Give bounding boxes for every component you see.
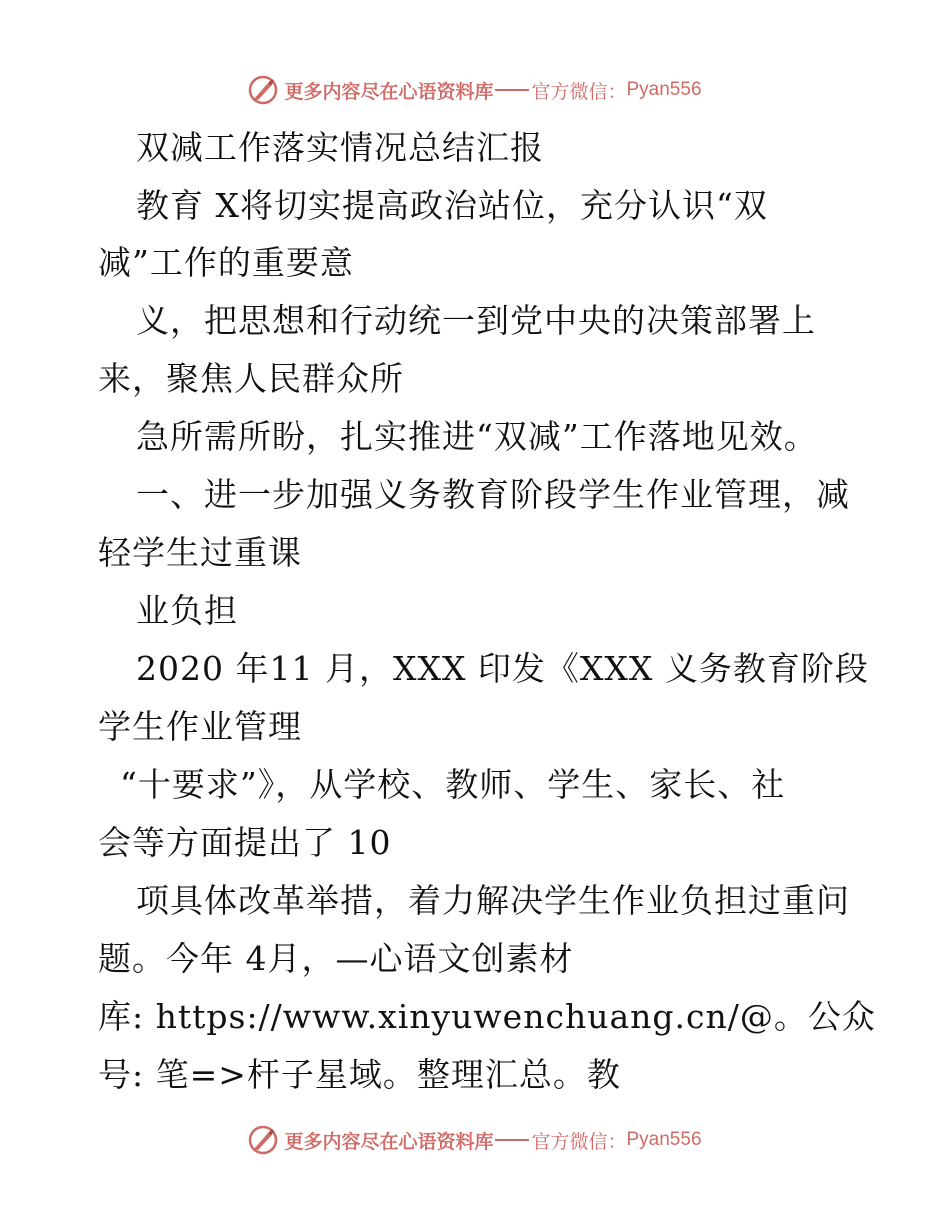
paragraph-line: 来，聚焦人民群众所 — [98, 359, 404, 398]
watermark-dash — [495, 89, 529, 91]
section-heading-line: 业负担 — [136, 591, 238, 630]
watermark-main-text: 更多内容尽在心语资料库 — [284, 80, 494, 103]
section-heading-line: 轻学生过重课 — [98, 533, 302, 572]
paragraph-line: 减”工作的重要意 — [98, 243, 354, 282]
paragraph-line: 教育 X将切实提高政治站位，充分认识“双 — [136, 186, 768, 225]
paragraph-line: “十要求”》，从学校、教师、学生、家长、社 — [120, 765, 786, 804]
paragraph-line: 急所需所盼，扎实推进“双减”工作落地见效。 — [136, 417, 818, 456]
paragraph-line: 题。今年 4月，—心语文创素材 — [98, 939, 574, 978]
brush-logo-icon — [248, 1125, 278, 1155]
watermark-official-label: 官方微信： — [531, 1130, 627, 1153]
section-heading-line: 一、进一步加强义务教育阶段学生作业管理，减 — [136, 475, 850, 514]
brush-logo-icon — [248, 75, 278, 105]
paragraph-line: 库: https://www.xinyuwenchuang.cn/@。公众 — [98, 997, 876, 1036]
paragraph-line: 项具体改革举措，着力解决学生作业负担过重问 — [136, 881, 850, 920]
paragraph-line: 学生作业管理 — [98, 707, 302, 746]
watermark-main-text: 更多内容尽在心语资料库 — [284, 1130, 494, 1153]
paragraph-line: 义，把思想和行动统一到党中央的决策部署上 — [136, 301, 816, 340]
paragraph-line: 2020 年11 月，XXX 印发《XXX 义务教育阶段 — [136, 649, 869, 688]
watermark-banner-top — [0, 70, 950, 110]
watermark-banner-bottom — [0, 1120, 950, 1160]
watermark-official-label: 官方微信： — [531, 80, 627, 103]
document-title: 双减工作落实情况总结汇报 — [136, 128, 544, 167]
watermark-wechat-id: Pyan556 — [626, 79, 702, 100]
watermark-dash — [495, 1139, 529, 1141]
paragraph-line: 号: 笔=>杆子星域。整理汇总。教 — [98, 1055, 621, 1094]
paragraph-line: 会等方面提出了 10 — [98, 823, 392, 862]
watermark-wechat-id: Pyan556 — [626, 1129, 702, 1150]
